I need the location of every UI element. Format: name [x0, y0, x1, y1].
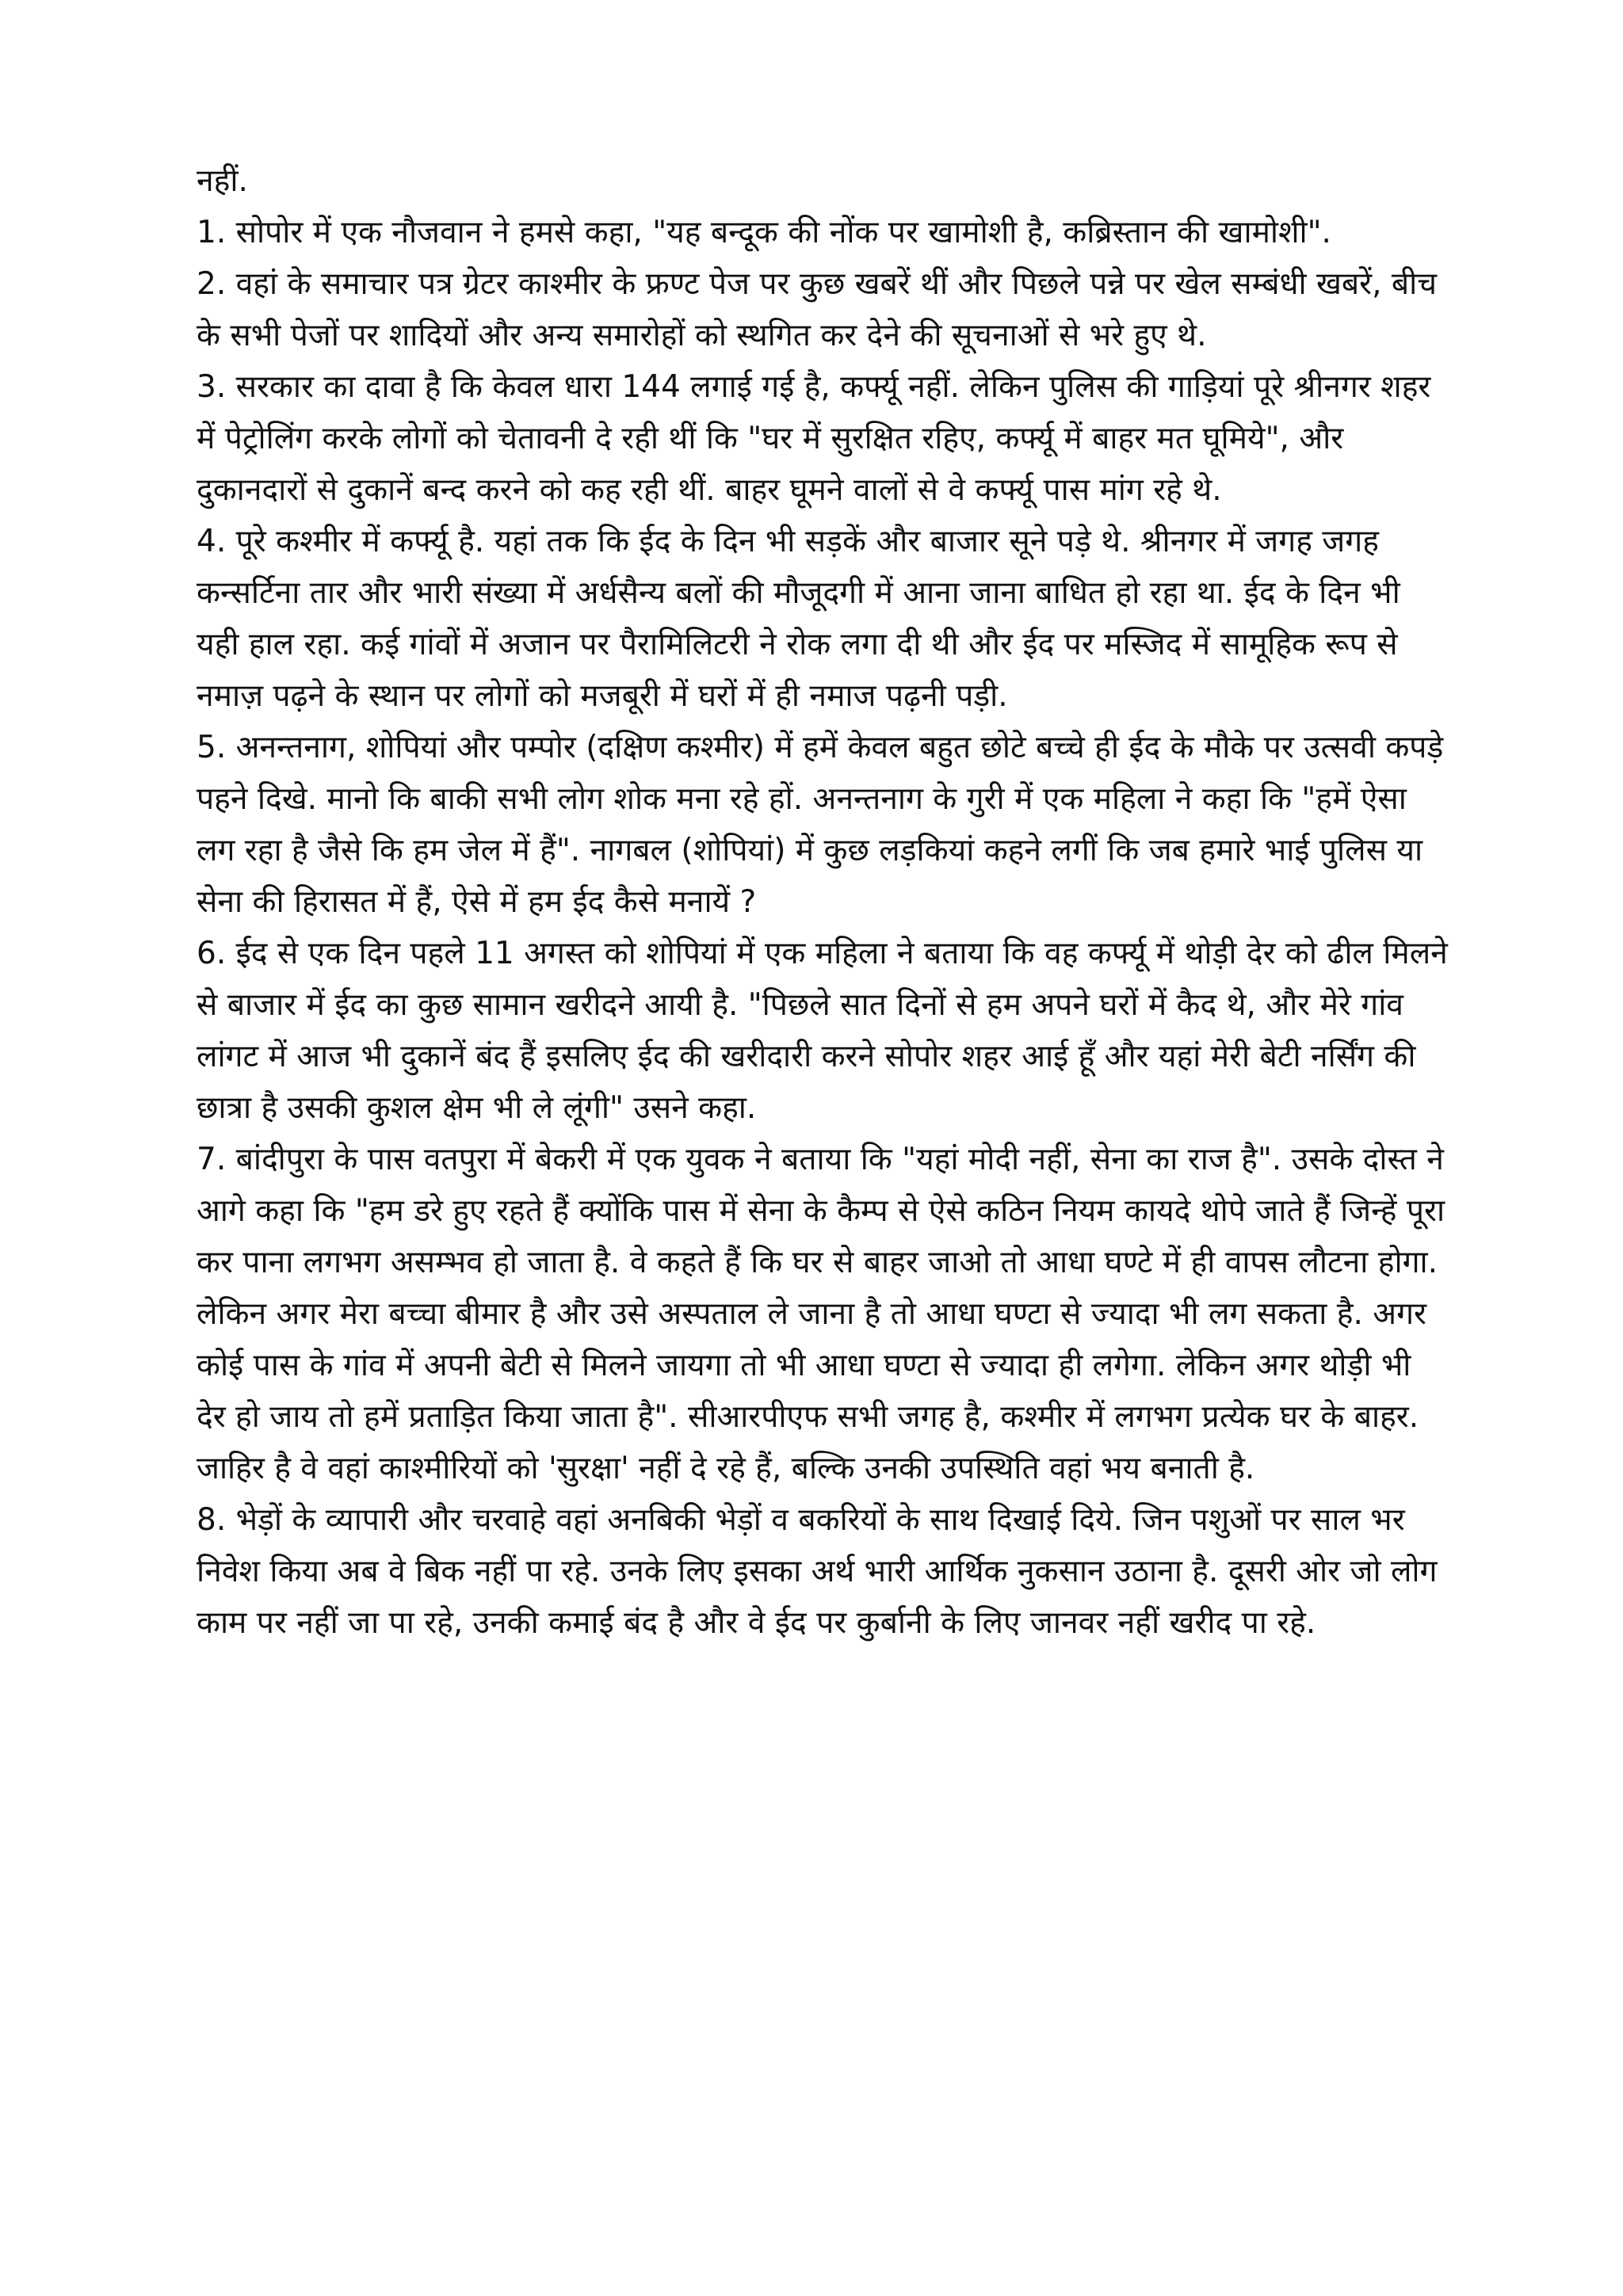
- paragraph-7: 7. बांदीपुरा के पास वतपुरा में बेकरी में एक युवक ने बताया कि "यहां मोदी नहीं, सेना का राज है". उसके दोस्त ने आगे कहा कि "हम डरे हुए रहते हैं क्योंकि पास में सेना के कैम्प से ऐसे कठिन नियम कायदे थोपे जाते हैं जिन्हें पूरा कर पाना लगभग असम्भव हो जाता है. वे कहते हैं कि घर से बाहर जाओ तो आधा घण्टे में ही वापस लौटना होगा. लेकिन अगर मेरा बच्चा बीमार है और उसे अस्पताल ले जाना है तो आधा घण्टा से ज्यादा भी लग सकता है. अगर कोई पास के गांव में अपनी बेटी से मिलने जायगा तो भी आधा घण्टा से ज्यादा ही लगेगा. लेकिन अगर थोड़ी भी देर हो जाय तो हमें प्रताड़ित किया जाता है". सीआरपीएफ सभी जगह है, कश्मीर में लगभग प्रत्येक घर के बाहर. जाहिर है वे वहां काश्मीरियों को 'सुरक्षा' नहीं दे रहे हैं, बल्कि उनकी उपस्थिति वहां भय बनाती है.: [197, 1142, 1445, 1486]
- paragraph-1: 1. सोपोर में एक नौजवान ने हमसे कहा, "यह बन्दूक की नोंक पर खामोशी है, कब्रिस्तान की खामोशी".: [197, 215, 1331, 250]
- paragraph-8: 8. भेड़ों के व्यापारी और चरवाहे वहां अनबिकी भेड़ों व बकरियों के साथ दिखाई दिये. जिन पशुओं पर साल भर निवेश किया अब वे बिक नहीं पा रहे. उनके लिए इसका अर्थ भारी आर्थिक नुकसान उठाना है. दूसरी ओर जो लोग काम पर नहीं जा पा रहे, उनकी कमाई बंद है और वे ईद पर कुर्बानी के लिए जानवर नहीं खरीद पा रहे.: [197, 1502, 1438, 1641]
- paragraph-6: 6. ईद से एक दिन पहले 11 अगस्त को शोपियां में एक महिला ने बताया कि वह कर्फ्यू में थोड़ी देर को ढील मिलने से बाजार में ईद का कुछ सामान खरीदने आयी है. "पिछले सात दिनों से हम अपने घरों में कैद थे, और मेरे गांव लांगट में आज भी दुकानें बंद हैं इसलिए ईद की खरीदारी करने सोपोर शहर आई हूँ और यहां मेरी बेटी नर्सिंग की छात्रा है उसकी कुशल क्षेम भी ले लूंगी" उसने कहा.: [197, 936, 1448, 1126]
- paragraph-4: 4. पूरे कश्मीर में कर्फ्यू है. यहां तक कि ईद के दिन भी सड़कें और बाजार सूने पड़े थे. श्रीनगर में जगह जगह कन्सर्टिना तार और भारी संख्या में अर्धसैन्य बलों की मौजूदगी में आना जाना बाधित हो रहा था. ईद के दिन भी यही हाल रहा. कई गांवों में अजान पर पैरामिलिटरी ने रोक लगा दी थी और ईद पर मस्जिद में सामूहिक रूप से नमाज़ पढ़ने के स्थान पर लोगों को मजबूरी में घरों में ही नमाज पढ़नी पड़ी.: [197, 524, 1400, 714]
- intro-line: नहीं.: [197, 163, 248, 199]
- paragraph-3: 3. सरकार का दावा है कि केवल धारा 144 लगाई गई है, कर्फ्यू नहीं. लेकिन पुलिस की गाड़ियां पूरे श्रीनगर शहर में पेट्रोलिंग करके लोगों को चेतावनी दे रही थीं कि "घर में सुरक्षित रहिए, कर्फ्यू में बाहर मत घूमिये", और दुकानदारों से दुकानें बन्द करने को कह रही थीं. बाहर घूमने वालों से वे कर्फ्यू पास मांग रहे थे.: [197, 369, 1431, 508]
- paragraph-5: 5. अनन्तनाग, शोपियां और पम्पोर (दक्षिण कश्मीर) में हमें केवल बहुत छोटे बच्चे ही ईद के मौके पर उत्सवी कपड़े पहने दिखे. मानो कि बाकी सभी लोग शोक मना रहे हों. अनन्तनाग के गुरी में एक महिला ने कहा कि "हमें ऐसा लग रहा है जैसे कि हम जेल में हैं". नागबल (शोपियां) में कुछ लड़कियां कहने लगीं कि जब हमारे भाई पुलिस या सेना की हिरासत में हैं, ऐसे में हम ईद कैसे मनायें ?: [197, 730, 1444, 920]
- paragraph-2: 2. वहां के समाचार पत्र ग्रेटर काश्मीर के फ्रण्ट पेज पर कुछ खबरें थीं और पिछले पन्ने पर खेल सम्बंधी खबरें, बीच के सभी पेजों पर शादियों और अन्य समारोहों को स्थगित कर देने की सूचनाओं से भरे हुए थे.: [197, 266, 1438, 353]
- document-body: [197, 155, 1449, 1649]
